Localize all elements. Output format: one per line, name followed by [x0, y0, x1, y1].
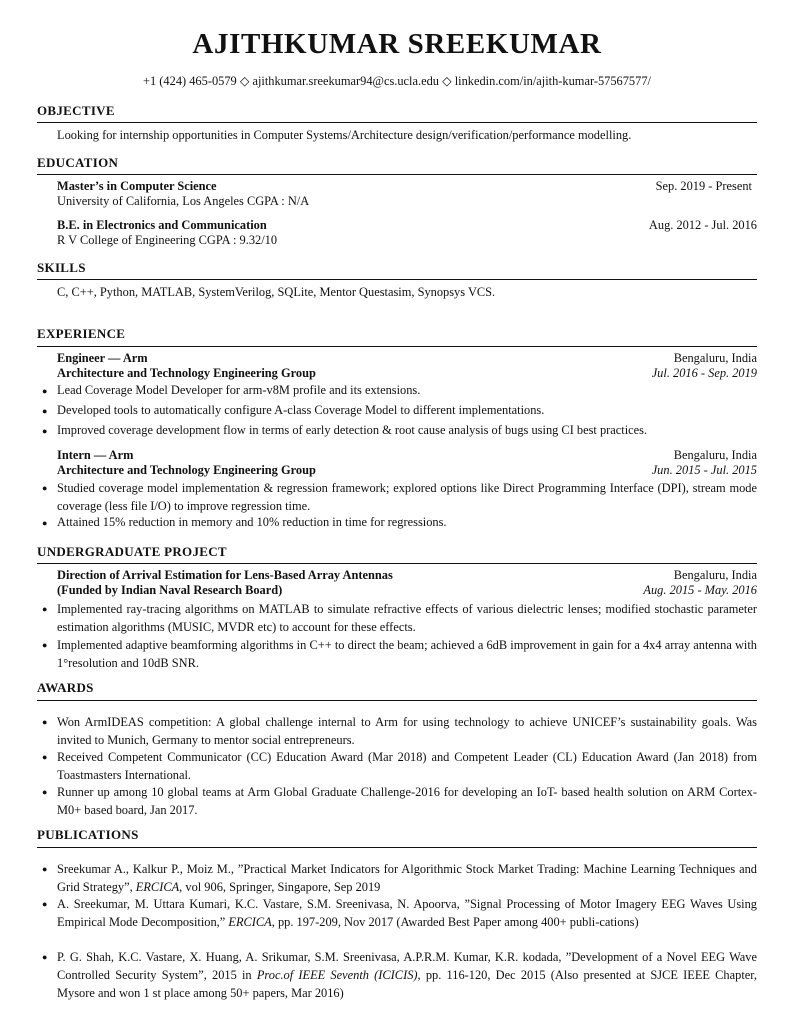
- publication-item: A. Sreekumar, M. Uttara Kumari, K.C. Vastare, S.M. Sreenivasa, N. Apoorva, ”Signal Processing of Motor Imagery EEG Waves Using Empirical Mode Decomposition,” ERCICA, pp. 197-209, Nov 2017 (Awarded Best Paper among 400+ publi-cations): [57, 897, 757, 929]
- bullet-icon: ●: [42, 787, 48, 797]
- education-degree: Master’s in Computer Science: [57, 179, 217, 193]
- section-title-publications: PUBLICATIONS: [37, 827, 139, 842]
- divider: [37, 174, 757, 175]
- job-bullet: Developed tools to automatically configure A-class Coverage Model to different implementations.: [57, 403, 545, 417]
- section-title-project: UNDERGRADUATE PROJECT: [37, 544, 227, 559]
- section-title-objective: OBJECTIVE: [37, 103, 115, 118]
- project-location: Bengaluru, India: [673, 568, 757, 582]
- project-dates: Aug. 2015 - May. 2016: [643, 583, 757, 597]
- skills-text: C, C++, Python, MATLAB, SystemVerilog, SQLite, Mentor Questasim, Synopsys VCS.: [57, 285, 496, 299]
- publication-venue: ERCICA: [228, 915, 272, 929]
- divider: [37, 279, 757, 280]
- objective-text: Looking for internship opportunities in Computer Systems/Architecture design/verification/performance modelling.: [57, 128, 632, 142]
- job-location: Bengaluru, India: [673, 448, 757, 462]
- bullet-icon: ●: [42, 406, 48, 416]
- award-bullet: Received Competent Communicator (CC) Education Award (Mar 2018) and Competent Leader (CL) Education Award (Jan 2018) from Toastmasters International.: [57, 750, 757, 782]
- job-bullet: Improved coverage development flow in terms of early detection & root cause analysis of bugs using CI best practices.: [57, 423, 648, 437]
- bullet-icon: ●: [42, 752, 48, 762]
- project-bullet: Implemented ray-tracing algorithms on MATLAB to simulate refractive effects of various dielectric lenses; modified stochastic parameter estimation algorithms (MUSIC, MVDR etc) to account for these effects.: [57, 602, 757, 634]
- publication-venue: ERCICA: [135, 880, 180, 894]
- publication-venue: Proc.of IEEE Seventh (ICICIS): [256, 968, 418, 982]
- project-bullet: Implemented adaptive beamforming algorithms in C++ to direct the beam; achieved a 6dB improvement in gain for a 4x4 array antenna with 1°resolution and 10dB SNR.: [57, 638, 757, 670]
- divider: [37, 346, 757, 347]
- award-bullet: Won ArmIDEAS competition: A global challenge internal to Arm for using technology to achieve UNICEF’s sustainability goals. Was invited to Munich, Germany to mentor social entrepreneurs.: [57, 715, 757, 747]
- job-group: Architecture and Technology Engineering Group: [57, 366, 316, 380]
- candidate-name: AJITHKUMAR SREEKUMAR: [192, 28, 602, 60]
- education-degree: B.E. in Electronics and Communication: [57, 218, 267, 232]
- publication-item: P. G. Shah, K.C. Vastare, X. Huang, A. Srikumar, S.M. Sreenivasa, A.P.R.M. Kumar, K.R. kodada, ”Development of a Novel EEG Wave Controlled Security System”, 2015 in Proc.of IEEE Seventh (ICICIS), pp. 116-120, Dec 2015 (Also presented at SJCE IEEE Chapter, Mysore and won 1 st place among 50+ papers, Mar 2016): [57, 950, 757, 1000]
- job-bullet: Lead Coverage Model Developer for arm-v8M profile and its extensions.: [57, 383, 421, 397]
- education-school: University of California, Los Angeles CGPA : N/A: [57, 194, 310, 208]
- bullet-icon: ●: [42, 518, 48, 528]
- project-name: Direction of Arrival Estimation for Lens-Based Array Antennas: [57, 568, 393, 582]
- section-title-skills: SKILLS: [37, 260, 86, 275]
- education-dates: Aug. 2012 - Jul. 2016: [648, 218, 757, 232]
- section-title-awards: AWARDS: [37, 680, 94, 695]
- bullet-icon: ●: [42, 717, 48, 727]
- divider: [37, 847, 757, 848]
- project-funding: (Funded by Indian Naval Research Board): [57, 583, 283, 597]
- job-dates: Jun. 2015 - Jul. 2015: [651, 463, 757, 477]
- bullet-icon: ●: [42, 864, 48, 874]
- bullet-icon: ●: [42, 952, 48, 962]
- job-group: Architecture and Technology Engineering Group: [57, 463, 316, 477]
- divider: [37, 563, 757, 564]
- bullet-icon: ●: [42, 386, 48, 396]
- award-bullet: Runner up among 10 global teams at Arm Global Graduate Challenge-2016 for developing an IoT- based health solution on ARM Cortex-M0+ based board, Jan 2017.: [57, 785, 757, 817]
- job-bullet: Attained 15% reduction in memory and 10% reduction in time for regressions.: [57, 515, 447, 529]
- education-school: R V College of Engineering CGPA : 9.32/10: [57, 233, 278, 247]
- bullet-icon: ●: [42, 899, 48, 909]
- divider: [37, 700, 757, 701]
- job-bullet: Studied coverage model implementation & regression framework; explored options like Direct Programming Interface (DPI), stream mode coverage (less file I/O) to improve regression time.: [57, 481, 757, 513]
- bullet-icon: ●: [42, 483, 48, 493]
- job-location: Bengaluru, India: [673, 351, 757, 365]
- job-role: Engineer — Arm: [57, 351, 148, 365]
- bullet-icon: ●: [42, 604, 48, 614]
- education-dates: Sep. 2019 - Present: [655, 179, 752, 193]
- job-dates: Jul. 2016 - Sep. 2019: [651, 366, 757, 380]
- publication-item: Sreekumar A., Kalkur P., Moiz M., ”Practical Market Indicators for Algorithmic Stock Market Trading: Machine Learning Techniques and Grid Strategy”, ERCICA, vol 906, Springer, Singapore, Sep 2019: [57, 862, 757, 894]
- job-role: Intern — Arm: [57, 448, 134, 462]
- divider: [37, 122, 757, 123]
- bullet-icon: ●: [42, 426, 48, 436]
- bullet-icon: ●: [42, 640, 48, 650]
- section-title-experience: EXPERIENCE: [37, 326, 126, 341]
- contact-line: +1 (424) 465-0579 ◇ ajithkumar.sreekumar94@cs.ucla.edu ◇ linkedin.com/in/ajith-kumar-57567577/: [143, 74, 651, 88]
- section-title-education: EDUCATION: [37, 155, 119, 170]
